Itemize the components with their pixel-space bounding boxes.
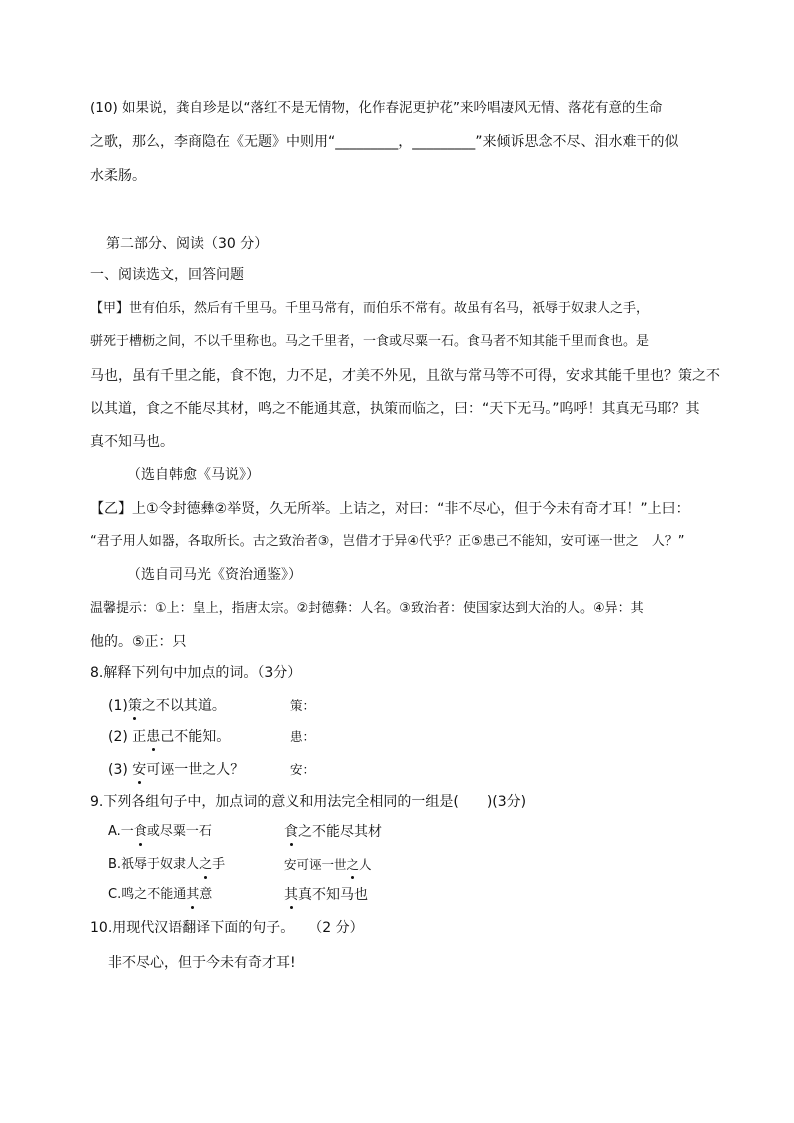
passage-jia-line5: 真不知马也。 — [90, 434, 174, 450]
q8-item-1 — [108, 697, 226, 715]
q9-a-right-post: 之不能尽其材 — [298, 824, 382, 840]
q9-c-left-dotted: 其 — [186, 887, 200, 902]
q9-a-left-post: 或尽粟一石 — [146, 824, 212, 839]
passage-jia-source: （选自韩愈《马说》） — [127, 467, 260, 483]
section1-title: 一、阅读选文，回答问题 — [90, 267, 244, 283]
notes-line2: 他的。⑤正：只 — [90, 634, 187, 650]
q8-item-1-dotted-word: 策 — [127, 698, 142, 714]
passage-jia-line1: 【甲】世有伯乐，然后有千里马。千里马常有，而伯乐不常有。故虽有名马，祇辱于奴隶人之手， — [90, 301, 650, 316]
passage-yi-line1: 【乙】上①令封德彝②举贤，久无所举。上诘之，对曰：“非不尽心，但于今未有奇才耳！”上曰： — [90, 501, 690, 517]
passage-jia-line3: 马也，虽有千里之能，食不饱，力不足，才美不外见，且欲与常马等不可得，安求其能千里也？策之不 — [90, 368, 720, 384]
part2-title: 第二部分、阅读（30 分） — [106, 236, 269, 252]
q8-title: 8.解释下列句中加点的词。（3分） — [90, 665, 302, 681]
q9-c-left-post: 意 — [199, 887, 213, 902]
q9-b-right-post: 人 — [359, 857, 372, 872]
q9-b-right-pre: 安可诬一世 — [284, 857, 347, 872]
q8-item-1-number: (1) — [108, 698, 128, 714]
notes-line1: 温馨提示：①上：皇上，指唐太宗。②封德彝：人名。③致治者：使国家达到大治的人。④异：其 — [90, 601, 644, 616]
q8-item-1-answer-label[interactable]: 策： — [290, 698, 316, 713]
q9-a-right-dotted: 食 — [284, 824, 298, 840]
q10-intro-line1: (10) 如果说，龚自珍是以“落红不是无情物，化作春泥更护花”来吟唱凄风无情、落花有意的生命 — [90, 100, 663, 116]
q8-item-3 — [108, 761, 244, 779]
q9-option-a-left[interactable] — [108, 823, 212, 841]
answer-blank-2[interactable]: _________ — [412, 134, 476, 150]
q8-item-3-text: 可诬一世之人？ — [146, 762, 245, 778]
q10-intro-text-a: 之歌，那么，李商隐在《无题》中则用“ — [90, 134, 336, 150]
q8-item-2-dotted-word: 患 — [146, 729, 161, 745]
q8-item-2-number: (2) 正 — [108, 729, 147, 745]
q9-option-c-right — [284, 886, 368, 904]
q9-option-a-right — [284, 823, 382, 841]
q8-item-2 — [108, 728, 230, 746]
q10-sentence: 非不尽心，但于今未有奇才耳! — [108, 955, 296, 971]
q8-item-1-text: 之不以其道。 — [141, 698, 226, 714]
passage-yi-source: （选自司马光《资治通鉴》） — [127, 567, 302, 583]
q10-intro-line2 — [90, 133, 679, 151]
q9-title: 9.下列各组句子中，加点词的意义和用法完全相同的一组是( )(3分) — [90, 794, 527, 810]
q8-item-3-number: (3) — [108, 762, 133, 778]
passage-jia-line2: 骈死于槽枥之间，不以千里称也。马之千里者，一食或尽粟一石。食马者不知其能千里而食也。是 — [90, 334, 650, 349]
answer-blank-1[interactable]: _________ — [335, 134, 399, 150]
q9-b-left-post: 手 — [212, 857, 226, 872]
q9-b-right-dotted: 之 — [346, 857, 360, 872]
q8-item-3-answer-label[interactable]: 安： — [290, 762, 316, 777]
q10-intro-line3: 水柔肠。 — [90, 168, 146, 184]
passage-jia-line4: 以其道，食之不能尽其材，鸣之不能通其意，执策而临之，曰：“天下无马。”呜呼！其真无马耶？其 — [90, 401, 700, 417]
blank-separator: ， — [398, 134, 413, 150]
q9-c-right-dotted: 其 — [284, 887, 298, 903]
q9-a-left-pre: A.一 — [108, 824, 134, 839]
q9-b-left-pre: B.祇辱于奴隶人 — [108, 857, 200, 872]
q9-option-b-right — [284, 856, 372, 874]
q9-c-right-post: 真不知马也 — [298, 887, 368, 903]
q8-item-2-text: 己不能知。 — [160, 729, 231, 745]
q9-a-left-dotted: 食 — [133, 824, 147, 839]
q9-c-left-pre: C.鸣之不能通 — [108, 887, 187, 902]
q8-item-2-answer-label[interactable]: 患： — [290, 729, 316, 744]
passage-yi-line2: “君子用人如器，各取所长。古之致治者③，岂借才于异④代乎？正⑤患己不能知，安可诬一世之 人？” — [90, 534, 685, 549]
q9-option-c-left[interactable] — [108, 886, 212, 904]
q9-option-b-left[interactable] — [108, 856, 225, 874]
q8-item-3-dotted-word: 安 — [132, 762, 147, 778]
q9-b-left-dotted: 之 — [199, 857, 213, 872]
q10-intro-text-b: ”来倾诉思念不尽、泪水难干的似 — [475, 134, 679, 150]
q10-title: 10.用现代汉语翻译下面的句子。 （2 分） — [90, 920, 364, 936]
